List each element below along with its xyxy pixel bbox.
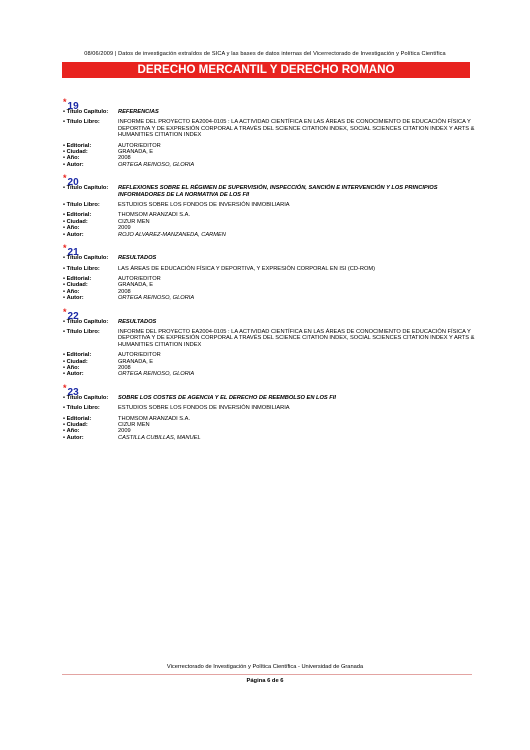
author-row [63, 162, 475, 168]
section-title-banner: DERECHO MERCANTIL Y DERECHO ROMANO [62, 62, 470, 78]
book-title-row [63, 119, 475, 138]
record-entry [63, 382, 475, 441]
author-row [63, 371, 475, 377]
book-title-row [63, 329, 475, 348]
book-title-label: • Título Libro: [63, 266, 118, 272]
publisher-value: AUTOR/EDITOR [118, 142, 161, 149]
city-value: GRANADA, E [118, 282, 154, 289]
book-title-value: ESTUDIOS SOBRE LOS FONDOS DE INVERSIÓN INMOBILIARIA [118, 202, 290, 209]
year-label: • Año: [63, 289, 118, 295]
chapter-title-label: • Título Capítulo: [63, 109, 118, 115]
author-label: • Autor: [63, 232, 118, 238]
asterisk-icon: * [63, 306, 67, 317]
chapter-title-value: RESULTADOS [118, 318, 157, 325]
entries-list [63, 96, 475, 445]
chapter-title-label: • Título Capítulo: [63, 395, 118, 401]
publisher-label: • Editorial: [63, 352, 118, 358]
asterisk-icon: * [63, 243, 67, 254]
publisher-label: • Editorial: [63, 143, 118, 149]
asterisk-icon: * [63, 97, 67, 107]
record-entry [63, 96, 475, 168]
chapter-title-label: • Título Capítulo: [63, 319, 118, 325]
publisher-label: • Editorial: [63, 212, 118, 218]
author-value: ROJO ALVAREZ-MANZANEDA, CARMEN [118, 231, 226, 238]
year-label: • Año: [63, 365, 118, 371]
chapter-title-label: • Título Capítulo: [63, 255, 118, 261]
author-value: ORTEGA REINOSO, GLORIA [118, 295, 195, 302]
book-title-row [63, 202, 475, 208]
city-value: GRANADA, E [118, 358, 154, 365]
year-value: 2009 [118, 428, 131, 435]
chapter-title-row [63, 185, 475, 198]
author-value: CASTILLA CUBILLAS, MANUEL [118, 434, 201, 441]
author-label: • Autor: [63, 435, 118, 441]
page-number: Página 6 de 6 [246, 678, 284, 684]
city-label: • Ciudad: [63, 149, 118, 155]
book-title-value: LAS ÁREAS DE EDUCACIÓN FÍSICA Y DEPORTIVA, Y EXPRESIÓN CORPORAL EN ISI (CD-ROM) [118, 265, 376, 272]
chapter-title-value: REFLEXIONES SOBRE EL RÉGIMEN DE SUPERVISIÓN, INSPECCIÓN, SANCIÓN E INTERVENCIÓN Y LOS PRINCIPIOS INFORMADORES DE LA NORMATIVA DE LOS FII [118, 185, 438, 198]
year-label: • Año: [63, 155, 118, 161]
author-value: ORTEGA REINOSO, GLORIA [118, 371, 195, 378]
book-title-label: • Título Libro: [63, 329, 118, 348]
year-value: 2008 [118, 288, 131, 295]
book-title-value: INFORME DEL PROYECTO EA2004-0105 : LA ACTIVIDAD CIENTÍFICA EN LAS ÁREAS DE CONOCIMIENTO DE EDUCACIÓN FÍSICA Y DEPORTIVA Y DE EXPRESIÓN CORPORAL A TRAVÉS DEL SCIENCE CITATION INDEX, SOCIAL SCIENCES CITATION INDEX Y ARTS & HUMANITIES CITIATION INDEX [118, 328, 475, 348]
chapter-title-row [63, 319, 475, 325]
author-label: • Autor: [63, 295, 118, 301]
chapter-title-value: REFERENCIAS [118, 109, 159, 115]
record-number-value: 20 [67, 177, 79, 189]
city-label: • Ciudad: [63, 219, 118, 225]
author-row [63, 435, 475, 441]
book-title-value: INFORME DEL PROYECTO EA2004-0105 : LA ACTIVIDAD CIENTÍFICA EN LAS ÁREAS DE CONOCIMIENTO DE EDUCACIÓN FÍSICA Y DEPORTIVA Y DE EXPRESIÓN CORPORAL A TRAVÉS DEL SCIENCE CITATION INDEX, SOCIAL SCIENCES CITATION INDEX Y ARTS & HUMANITIES CITIATION INDEX [118, 119, 475, 139]
record-entry [63, 242, 475, 301]
record-number-value: 21 [67, 247, 79, 259]
year-value: 2008 [118, 364, 131, 371]
author-row [63, 232, 475, 238]
author-label: • Autor: [63, 371, 118, 377]
city-label: • Ciudad: [63, 282, 118, 288]
footer-organization: Vicerrectorado de Investigación y Política Científica - Universidad de Granada [166, 664, 364, 670]
city-label: • Ciudad: [63, 359, 118, 365]
book-title-label: • Título Libro: [63, 405, 118, 411]
publisher-value: AUTOR/EDITOR [118, 352, 161, 359]
book-title-value: ESTUDIOS SOBRE LOS FONDOS DE INVERSIÓN INMOBILIARIA [118, 405, 290, 412]
city-value: GRANADA, E [118, 149, 154, 156]
publisher-label: • Editorial: [63, 276, 118, 282]
chapter-title-value: SOBRE LOS COSTES DE AGENCIA Y EL DERECHO DE REEMBOLSO EN LOS FII [118, 394, 336, 401]
record-number-value: 23 [67, 386, 79, 398]
record-entry [63, 172, 475, 238]
publisher-label: • Editorial: [63, 416, 118, 422]
author-row [63, 295, 475, 301]
publisher-value: THOMSOM ARANZADI S.A. [118, 415, 191, 422]
book-title-label: • Título Libro: [63, 202, 118, 208]
record-entry [63, 306, 475, 378]
footer-divider [62, 674, 472, 675]
chapter-title-label: • Título Capítulo: [63, 185, 118, 198]
book-title-row [63, 266, 475, 272]
record-number-value: 19 [67, 101, 79, 112]
author-label: • Autor: [63, 162, 118, 168]
year-value: 2008 [118, 155, 131, 162]
asterisk-icon: * [63, 382, 67, 393]
chapter-title-row [63, 255, 475, 261]
chapter-title-row [63, 395, 475, 401]
header-line: 08/06/2009 | Datos de investigación extraídos de SICA y las bases de datos internas del Vicerrectorado de Investigación y Política Científica [84, 51, 446, 57]
asterisk-icon: * [63, 173, 67, 184]
book-title-row [63, 405, 475, 411]
year-label: • Año: [63, 428, 118, 434]
book-title-label: • Título Libro: [63, 119, 118, 138]
year-label: • Año: [63, 225, 118, 231]
publisher-value: THOMSOM ARANZADI S.A. [118, 212, 191, 219]
chapter-title-value: RESULTADOS [118, 255, 157, 262]
publisher-value: AUTOR/EDITOR [118, 275, 161, 282]
city-label: • Ciudad: [63, 422, 118, 428]
city-value: CIZUR MEN [118, 218, 150, 225]
chapter-title-row [63, 109, 475, 115]
year-value: 2009 [118, 225, 131, 232]
record-number-value: 22 [67, 310, 79, 322]
author-value: ORTEGA REINOSO, GLORIA [118, 161, 195, 168]
city-value: CIZUR MEN [118, 422, 150, 428]
